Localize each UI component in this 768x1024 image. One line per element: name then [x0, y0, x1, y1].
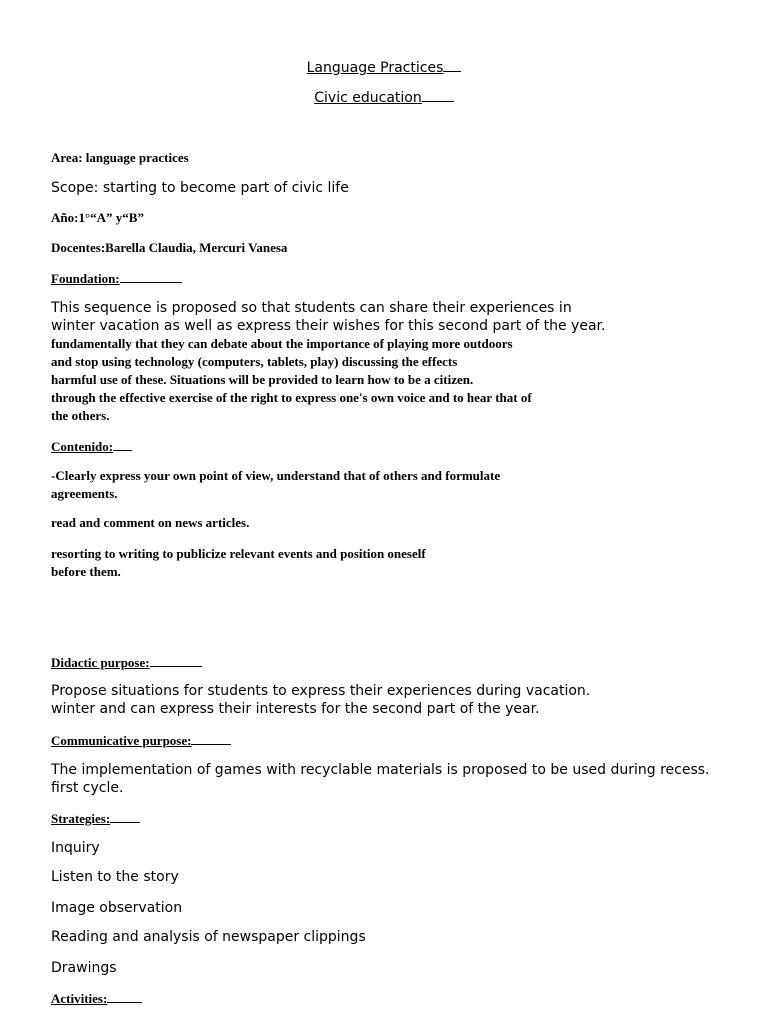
- didactic-underline-tail: [150, 653, 202, 667]
- teachers-line: Docentes:Barella Claudia, Mercuri Vanesa: [51, 240, 288, 255]
- strategy-item: Reading and analysis of newspaper clippings: [51, 929, 366, 945]
- contenido-item: resorting to writing to publicize relevant events and position oneself: [51, 546, 426, 561]
- area-line: Area: language practices: [51, 150, 189, 165]
- subtitle-underline-tail: [422, 88, 454, 102]
- foundation-line: the others.: [51, 408, 110, 423]
- communicative-heading: Communicative purpose:: [51, 731, 231, 750]
- contenido-item: before them.: [51, 564, 121, 579]
- title-underline-tail: [443, 58, 461, 72]
- page-title: Language Practices: [0, 58, 768, 77]
- activities-underline-tail: [107, 989, 142, 1003]
- page-subtitle: Civic education: [0, 88, 768, 107]
- foundation-line: and stop using technology (computers, tablets, play) discussing the effects: [51, 354, 458, 369]
- contenido-item: agreements.: [51, 486, 118, 501]
- foundation-underline-tail: [120, 269, 182, 283]
- contenido-item: -Clearly express your own point of view, understand that of others and formulate: [51, 468, 501, 483]
- strategies-underline-tail: [110, 809, 140, 823]
- strategies-heading: Strategies:: [51, 809, 140, 828]
- contenido-heading: Contenido:: [51, 437, 132, 456]
- strategy-item: Drawings: [51, 960, 117, 976]
- didactic-line: winter and can express their interests for the second part of the year.: [51, 701, 540, 717]
- activities-heading: Activities:: [51, 989, 142, 1008]
- foundation-line: through the effective exercise of the right to express one's own voice and to hear that of: [51, 390, 532, 405]
- contenido-item: read and comment on news articles.: [51, 515, 250, 530]
- scope-line: Scope: starting to become part of civic life: [51, 180, 349, 196]
- strategy-item: Inquiry: [51, 840, 100, 856]
- didactic-line: Propose situations for students to express their experiences during vacation.: [51, 683, 591, 699]
- communicative-line: The implementation of games with recyclable materials is proposed to be used during recess.: [51, 762, 710, 778]
- communicative-underline-tail: [191, 731, 231, 745]
- foundation-line: winter vacation as well as express their wishes for this second part of the year.: [51, 318, 606, 334]
- didactic-heading: Didactic purpose:: [51, 653, 202, 672]
- year-line: Año:1°“A” y“B”: [51, 210, 144, 225]
- contenido-underline-tail: [113, 437, 132, 451]
- foundation-line: fundamentally that they can debate about the importance of playing more outdoors: [51, 336, 513, 351]
- strategy-item: Listen to the story: [51, 869, 179, 885]
- foundation-line: This sequence is proposed so that students can share their experiences in: [51, 300, 572, 316]
- foundation-line: harmful use of these. Situations will be provided to learn how to be a citizen.: [51, 372, 474, 387]
- foundation-heading: Foundation:: [51, 269, 182, 288]
- communicative-line: first cycle.: [51, 780, 124, 796]
- strategy-item: Image observation: [51, 900, 183, 916]
